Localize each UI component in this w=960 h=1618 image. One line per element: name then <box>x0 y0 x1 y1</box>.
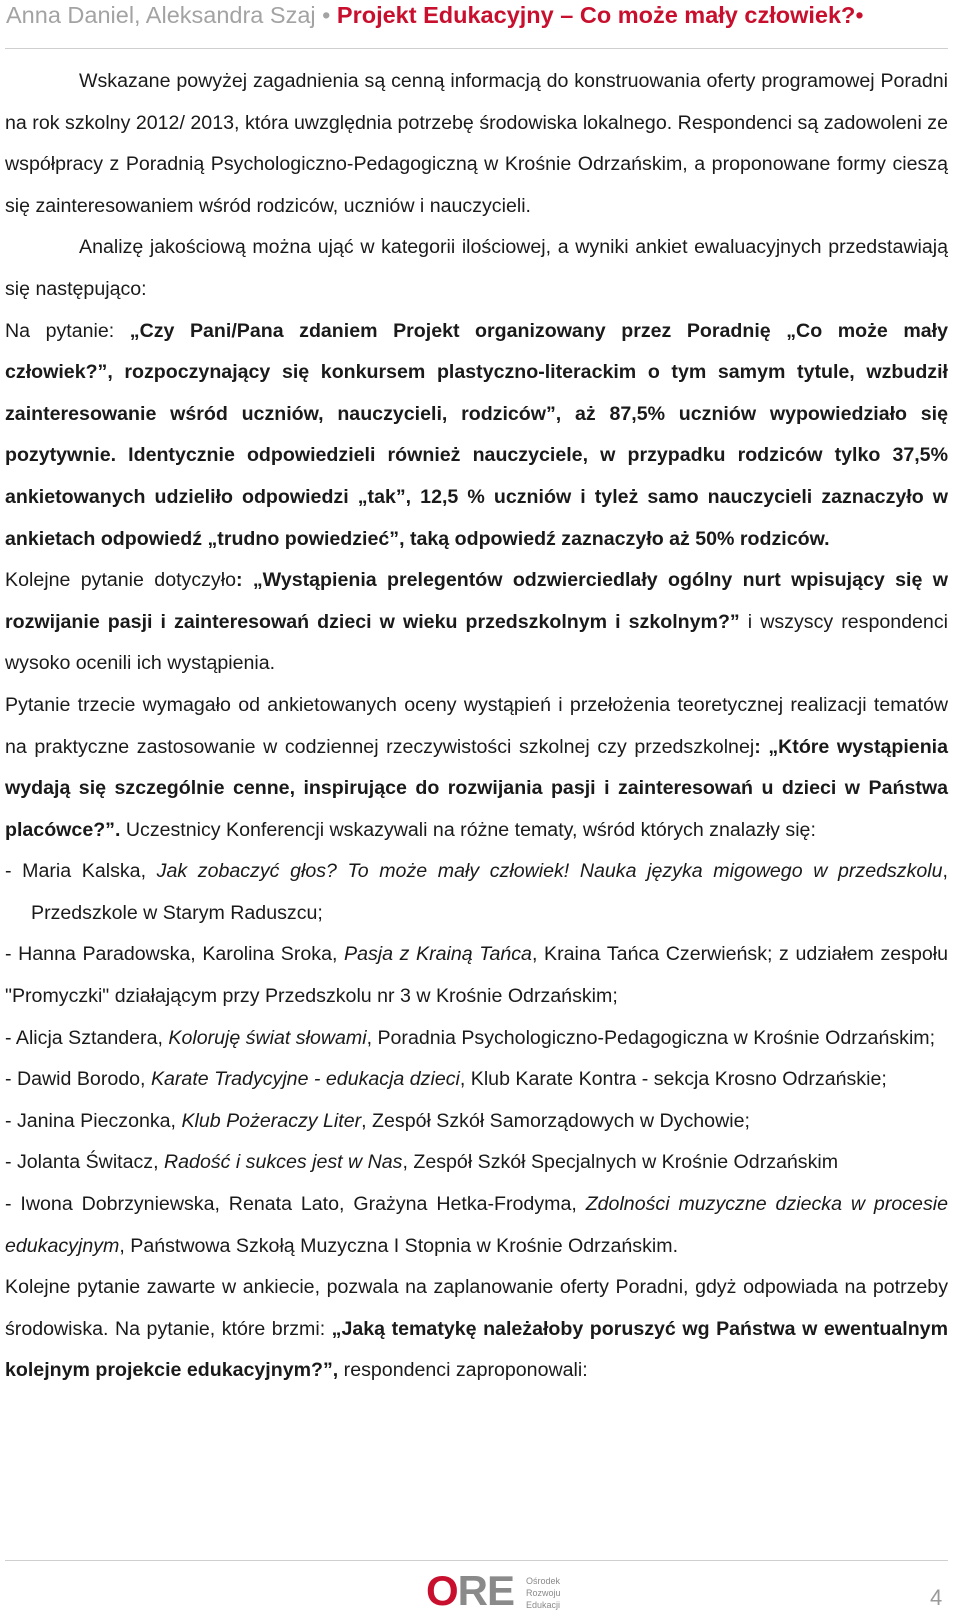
list-item-title: Pasja z Krainą Tańca <box>344 943 532 966</box>
list-item-institution: , Państwowa Szkołą Muzyczna I Stopnia w Krośnie Odrzańskim. <box>119 1234 679 1257</box>
list-item-author: - Iwona Dobrzyniewska, Renata Lato, Grażyna Hetka-Frodyma, <box>5 1193 586 1216</box>
list-item-author: - Maria Kalska, <box>5 860 157 883</box>
paragraph-3-bold: „Czy Pani/Pana zdaniem Projekt organizowany przez Poradnię „Co może mały człowiek?”, rozpoczynający się konkursem plastyczno-literackim o tym samym tytule, wzbudził zainteresowanie wśród uczniów, nauczycieli, rodziców”, aż 87,5% uczniów wypowiedziało się pozytywnie. Identycznie odpowiedzieli również nauczyciele, w przypadku rodziców tylko 37,5% ankietowanych udzieliło odpowiedzi „tak”, 12,5 % uczniów i tyleż samo nauczycieli zaznaczyło w ankietach odpowiedź „trudno powiedzieć”, taką odpowiedź zaznaczyło aż 50% rodziców. <box>5 319 948 550</box>
header-divider <box>5 48 948 49</box>
paragraph-closing <box>5 1267 948 1392</box>
ore-logo-caption: Ośrodek Rozwoju Edukacji <box>526 1576 561 1610</box>
list-item-author: - Dawid Borodo, <box>5 1068 151 1091</box>
document-body <box>5 61 948 1392</box>
paragraph-3 <box>5 311 948 561</box>
list-item-title: Koloruję świat słowami <box>168 1026 367 1049</box>
running-header <box>6 0 946 38</box>
list-item <box>5 1101 948 1143</box>
list-item <box>5 1184 948 1267</box>
closing-lead: Kolejne pytanie zawarte w ankiecie, pozwala na zaplanowanie oferty Poradni, gdyż odpowiada na potrzeby środowiska. Na pytanie, które brzmi: <box>5 1276 948 1340</box>
list-item-title: Jak zobaczyć głos? To może mały człowiek! Nauka języka migowego w przedszkolu <box>156 860 943 883</box>
list-item <box>5 934 948 1017</box>
paragraph-5-tail: Uczestnicy Konferencji wskazywali na różne tematy, wśród których znalazły się: <box>120 818 816 841</box>
page-number: 4 <box>930 1585 943 1610</box>
list-item-author: - Alicja Sztandera, <box>5 1026 169 1049</box>
header-authors: Anna Daniel, Aleksandra Szaj <box>6 2 316 28</box>
list-item-institution: , Kraina Tańca Czerwieńsk; z udziałem zespołu "Promyczki" działającym przy Przedszkolu nr 3 w Krośnie Odrzańskim; <box>5 943 949 1008</box>
list-item-institution: , Zespół Szkół Specjalnych w Krośnie Odrzańskim <box>402 1151 839 1174</box>
paragraph-4-question: : „Wystąpienia prelegentów odzwierciedlały ogólny nurt wpisujący się w rozwijanie pasji i zainteresowań dzieci w wieku przedszkolnym i szkolnym?” <box>5 569 948 633</box>
header-bullet-end: • <box>855 2 864 28</box>
list-item-title: Radość i sukces jest w Nas <box>164 1151 403 1174</box>
footer-divider <box>5 1560 948 1561</box>
list-item-institution: , Przedszkole w Starym Raduszcu; <box>31 860 948 924</box>
list-item-author: - Jolanta Świtacz, <box>5 1151 164 1174</box>
list-item-title: Klub Pożeraczy Liter <box>181 1109 362 1132</box>
ore-logo-mark: ORE <box>426 1567 515 1614</box>
paragraph-4-tail: i wszyscy respondenci wysoko ocenili ich wystąpienia. <box>5 610 948 675</box>
paragraph-4 <box>5 560 948 685</box>
list-item-author: - Janina Pieczonka, <box>5 1109 182 1132</box>
list-item <box>5 1059 948 1101</box>
closing-tail: respondenci zaproponowali: <box>338 1359 588 1382</box>
paragraph-5 <box>5 685 948 851</box>
list-item-institution: , Zespół Szkół Samorządowych w Dychowie; <box>361 1109 750 1132</box>
list-item-title: Zdolności muzyczne dziecka w procesie edukacyjnym <box>5 1193 948 1257</box>
list-item-title: Karate Tradycyjne - edukacja dzieci <box>150 1068 460 1091</box>
list-item <box>5 1142 948 1184</box>
paragraph-2: Analizę jakościową można ująć w kategorii ilościowej, a wyniki ankiet ewaluacyjnych przedstawiają się następująco: <box>5 236 948 300</box>
paragraph-5-question: : „Które wystąpienia wydają się szczególnie cenne, inspirujące do rozwijania pasji i zainteresowań u dzieci w Państwa placówce?”. <box>5 735 948 841</box>
list-item <box>5 1018 948 1060</box>
paragraph-3-lead: Na pytanie: <box>5 319 130 342</box>
ore-logo <box>426 1567 576 1615</box>
header-bullet: • <box>322 2 331 28</box>
header-project-title: Projekt Edukacyjny – Co może mały człowiek? <box>336 2 856 28</box>
paragraph-4-lead: Kolejne pytanie dotyczyło <box>5 569 236 592</box>
list-item <box>5 851 948 934</box>
list-item-author: - Hanna Paradowska, Karolina Sroka, <box>5 943 345 966</box>
list-item-institution: , Klub Karate Kontra - sekcja Krosno Odrzańskie; <box>459 1068 887 1091</box>
list-item-institution: , Poradnia Psychologiczno-Pedagogiczna w Krośnie Odrzańskim; <box>366 1026 936 1049</box>
paragraph-1: Wskazane powyżej zagadnienia są cenną informacją do konstruowania oferty programowej Poradni na rok szkolny 2012/ 2013, która uwzględnia potrzebę środowiska lokalnego. Respondenci są zadowoleni ze współpracy z Poradnią Psychologiczno-Pedagogiczną w Krośnie Odrzańskim, a proponowane formy cieszą się zainteresowaniem wśród rodziców, uczniów i nauczycieli. <box>5 70 948 217</box>
closing-question: „Jaką tematykę należałoby poruszyć wg Państwa w ewentualnym kolejnym projekcie edukacyjnym?”, <box>5 1317 948 1382</box>
paragraph-5-lead: Pytanie trzecie wymagało od ankietowanych oceny wystąpień i przełożenia teoretycznej realizacji tematów na praktyczne zastosowanie w codziennej rzeczywistości szkolnej czy przedszkolnej <box>5 693 948 758</box>
